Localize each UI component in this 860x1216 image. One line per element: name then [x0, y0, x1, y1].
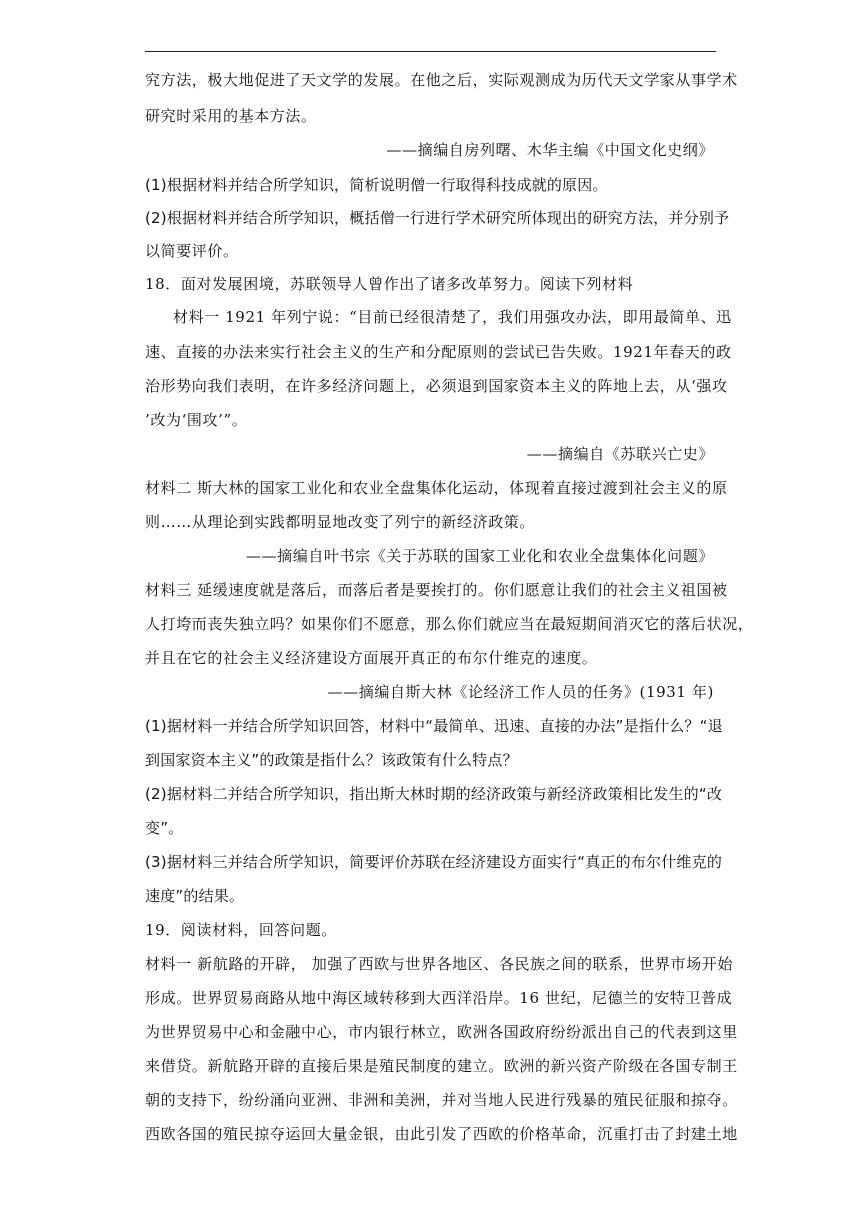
- source-citation: ——摘编自房列曙、木华主编《中国文化史纲》: [386, 141, 714, 159]
- material-1-line: 治形势向我们表明，在许多经济问题上，必须退到国家资本主义的阵地上去，从‘强攻: [145, 377, 728, 395]
- question-18-1: (1)据材料一并结合所学知识回答，材料中“最简单、迅速、直接的办法”是指什么？“退: [145, 717, 723, 735]
- material-1-line: 材料一 1921 年列宁说：“目前已经很清楚了，我们用强攻办法，即用最简单、迅: [173, 308, 732, 326]
- material-19-line: 为世界贸易中心和金融中心，市内银行林立，欧洲各国政府纷纷派出自己的代表到这里: [145, 1023, 738, 1041]
- text-line: 究方法，极大地促进了天文学的发展。在他之后，实际观测成为历代天文学家从事学术: [145, 71, 738, 89]
- material-3-line: 并且在它的社会主义经济建设方面展开真正的布尔什维克的速度。: [145, 649, 598, 667]
- material-19-line: 形成。世界贸易商路从地中海区域转移到大西洋沿岸。16 世纪，尼德兰的安特卫普成: [145, 989, 733, 1007]
- source-citation: ——摘编自叶书宗《关于苏联的国家工业化和农业全盘集体化问题》: [245, 547, 714, 565]
- material-2-line: 材料二 斯大林的国家工业化和农业全盘集体化运动，体现着直接过渡到社会主义的原: [145, 479, 728, 497]
- text-line: 研究时采用的基本方法。: [145, 107, 317, 125]
- material-19-line: 材料一 新航路的开辟， 加强了西欧与世界各地区、各民族之间的联系，世界市场开始: [145, 955, 733, 973]
- text-line: 速度”的结果。: [145, 887, 245, 905]
- material-2-line: 则……从理论到实践都明显地改变了列宁的新经济政策。: [145, 513, 536, 531]
- material-19-line: 西欧各国的殖民掠夺运回大量金银，由此引发了西欧的价格革命，沉重打击了封建土地: [145, 1125, 738, 1143]
- question-17-2: (2)根据材料并结合所学知识，概括僧一行进行学术研究所体现出的研究方法，并分别予: [145, 209, 730, 227]
- material-19-line: 朝的支持下，纷纷涌向亚洲、非洲和美洲，并对当地人民进行残暴的殖民征服和掠夺。: [145, 1091, 738, 1109]
- text-line: 变”。: [145, 819, 184, 837]
- text-line: 以简要评价。: [145, 242, 239, 260]
- question-18-3: (3)据材料三并结合所学知识，简要评价苏联在经济建设方面实行“真正的布尔什维克的: [145, 853, 723, 871]
- material-3-line: 人打垮而丧失独立吗？如果你们不愿意，那么你们就应当在最短期间消灭它的落后状况，: [145, 615, 754, 633]
- question-18-intro: 18．面对发展困境，苏联领导人曾作出了诸多改革努力。阅读下列材料: [145, 275, 634, 293]
- material-3-line: 材料三 延缓速度就是落后，而落后者是要挨打的。你们愿意让我们的社会主义祖国被: [145, 581, 728, 599]
- question-17-1: (1)根据材料并结合所学知识，简析说明僧一行取得科技成就的原因。: [145, 176, 608, 194]
- question-19-intro: 19．阅读材料，回答问题。: [145, 921, 337, 939]
- material-19-line: 来借贷。新航路开辟的直接后果是殖民制度的建立。欧洲的新兴资产阶级在各国专制王: [145, 1057, 738, 1075]
- text-line: 到国家资本主义”的政策是指什么？该政策有什么特点？: [145, 751, 518, 769]
- material-1-line: 速、直接的办法来实行社会主义的生产和分配原则的尝试已告失败。1921年春天的政: [145, 343, 732, 361]
- source-citation: ——摘编自斯大林《论经济工作人员的任务》(1931 年): [327, 683, 714, 701]
- header-rule: [145, 51, 716, 52]
- source-citation: ——摘编自《苏联兴亡史》: [526, 445, 714, 463]
- material-1-line: ’改为‘围攻’”。: [145, 411, 248, 429]
- question-18-2: (2)据材料二并结合所学知识，指出斯大林时期的经济政策与新经济政策相比发生的“改: [145, 785, 723, 803]
